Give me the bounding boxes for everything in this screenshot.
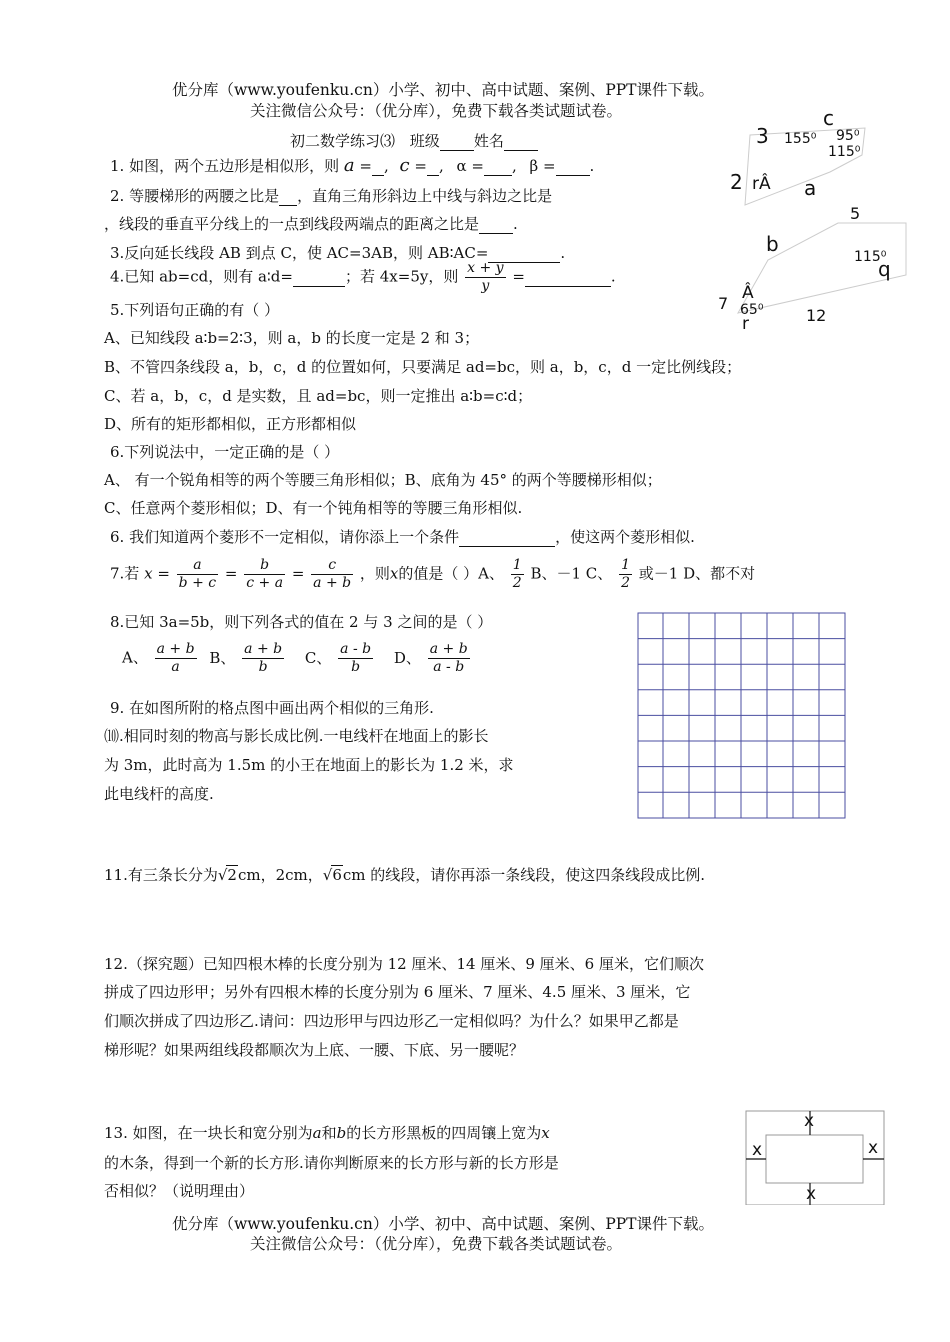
lattice-grid — [637, 612, 847, 820]
question-6a-options-cd: C、任意两个菱形相似；D、有一个钝角相等的等腰三角形相似. — [104, 499, 523, 517]
class-label: 班级 — [409, 132, 440, 150]
fig1-label-2: 2 — [730, 170, 743, 194]
q11-tail: cm 的线段，请你再添一条线段，使这四条线段成比例. — [342, 866, 706, 884]
q13-p2: 和 — [321, 1124, 337, 1142]
fig2-label-b: b — [766, 232, 779, 256]
name-label: 姓名 — [473, 132, 504, 150]
fig1-label-c: c — [823, 106, 834, 130]
q8-b-label: B、 — [209, 648, 236, 667]
q4-frac-num: x + y — [467, 260, 504, 276]
q7-frac-3 — [311, 557, 353, 592]
q13-x: x — [541, 1124, 550, 1142]
q4-frac-den: y — [481, 278, 490, 294]
q6b-text: 6. 我们知道两个菱形不一定相似，请你添上一个条件 — [110, 528, 460, 546]
q3-text: 3.反向延长线段 AB 到点 C，使 AC=3AB，则 AB∶AC= — [110, 244, 489, 262]
q8-d-frac — [428, 641, 470, 676]
q7-mid2: 的值是（ ）A、 — [398, 564, 504, 583]
question-2-line-2: ，线段的垂直平分线上的一点到线段两端点的距离之比是 . — [104, 215, 518, 233]
q1-c-var: c — [399, 155, 410, 176]
q8-a-num: a + b — [156, 641, 195, 657]
question-5-stem: 5.下列语句正确的有（ ） — [110, 301, 280, 319]
q7-x2: x — [389, 564, 399, 583]
fig1-label-a: a — [804, 176, 817, 200]
q13-p1: 13. 如图，在一块长和宽分别为 — [104, 1124, 313, 1142]
q1-a-var: a — [343, 155, 355, 176]
fig2-angle-115: 115⁰ — [854, 249, 887, 265]
q7-f1-num: a — [177, 557, 218, 575]
question-13-line-2: 的木条，得到一个新的长方形.请你判断原来的长方形与新的长方形是 — [104, 1154, 559, 1172]
q8-b-frac — [242, 641, 284, 676]
q7-prefix: 7.若 — [110, 564, 140, 583]
q7-half-num-2: 1 — [621, 557, 630, 573]
question-11 — [104, 864, 705, 885]
q7-frac-2 — [244, 557, 285, 592]
q8-d-den: a - b — [433, 659, 465, 675]
question-6b — [110, 526, 695, 547]
sqrt-6: √6 — [322, 866, 342, 884]
question-1: 1. 如图，两个五边形是相似形，则 a = , c = , α = , β = . — [110, 155, 595, 176]
q8-c-den: b — [351, 659, 361, 675]
title-text: 初二数学练习⑶ — [290, 132, 396, 150]
q8-b-num: a + b — [244, 641, 283, 657]
question-13-line-1 — [104, 1122, 550, 1143]
question-10-line-2: 为 3m，此时高为 1.5m 的小王在地面上的影长为 1.2 米，求 — [104, 756, 514, 774]
q13-a: a — [312, 1124, 322, 1142]
q8-a-den: a — [171, 659, 180, 675]
q7-f3-den: a + b — [313, 575, 352, 591]
footer-line-1: 优分库（www.youfenku.cn）小学、初中、高中试题、案例、PPT课件下载。 — [172, 1215, 715, 1233]
fig2-label-7: 7 — [718, 294, 729, 313]
question-5-option-a: A、已知线段 a∶b=2∶3，则 a，b 的长度一定是 2 和 3； — [104, 329, 480, 347]
q8-d-label: D、 — [393, 648, 421, 667]
q7-half-a — [511, 557, 524, 592]
question-7: 7.若 x = $\frac{a}{b + c}$ = $\frac{b}{c + a}$ = $\frac{c}{a + b}$ ，则x的值是（ ）A、 $\frac{1}{2}$ B、－1 C、 $\frac{1}{2}$ 或－1 D、都不对 — [110, 557, 756, 591]
q7-half-num: 1 — [512, 557, 522, 573]
q8-c-num: a - b — [340, 641, 372, 657]
fig1-label-3: 3 — [756, 124, 769, 148]
fig2-angle-65: 65⁰ — [740, 302, 764, 318]
question-4: 4.已知 ab=cd，则有 a∶d= ；若 4x=5y，则 $\frac{x + y}{y}$ = . — [110, 260, 616, 294]
q7-option-c2: 或－1 D、都不对 — [638, 564, 756, 583]
q1-beta: β = — [529, 157, 556, 175]
q11-mid: cm，2cm， — [237, 866, 323, 884]
worksheet-title — [290, 130, 538, 151]
question-9: 9. 在如图所附的格点图中画出两个相似的三角形. — [110, 699, 434, 717]
q4-eq: = — [512, 267, 525, 286]
question-8-stem: 8.已知 3a=5b，则下列各式的值在 2 与 3 之间的是（ ） — [110, 613, 493, 631]
fig3-x-top: x — [804, 1111, 815, 1131]
fig3-x-left: x — [752, 1140, 763, 1160]
q2-text-b: ，直角三角形斜边上中线与斜边之比是 — [297, 187, 553, 205]
q7-half-den: 2 — [512, 575, 522, 591]
q7-f2-den: c + a — [246, 575, 284, 591]
q4-fraction — [465, 260, 505, 295]
q11-r1: 2 — [227, 866, 237, 884]
fig3-x-right: x — [868, 1138, 879, 1158]
fig2-label-12: 12 — [806, 306, 827, 325]
question-6a-options-ab: A、 有一个锐角相等的两个等腰三角形相似；B、底角为 45° 的两个等腰梯形相似； — [104, 471, 662, 489]
fig2-label-5: 5 — [850, 204, 861, 223]
question-12-line-4: 梯形呢？如果两组线段都顺次为上底、一腰、下底、另一腰呢？ — [104, 1041, 525, 1059]
header-line-2: 关注微信公众号：（优分库），免费下载各类试题试卷。 — [250, 102, 623, 120]
q13-b: b — [336, 1124, 347, 1142]
q7-f1-den: b + c — [178, 575, 217, 591]
q7-mid: ，则 — [359, 564, 390, 583]
fig3-x-bottom: x — [806, 1184, 817, 1204]
question-10-line-1: ⑽.相同时刻的物高与影长成比例.一电线杆在地面上的影长 — [104, 727, 489, 745]
fig2-label-a: Â — [742, 283, 754, 303]
question-2-line-1 — [110, 185, 552, 206]
fig1-angle-155: 155⁰ — [784, 131, 817, 147]
q11-r2: 6 — [332, 866, 342, 884]
q2-text-c: ，线段的垂直平分线上的一点到线段两端点的距离之比是 — [104, 215, 480, 233]
question-6a-stem: 6.下列说法中，一定正确的是（ ） — [110, 443, 340, 461]
question-10-line-3: 此电线杆的高度. — [104, 785, 214, 803]
fig1-label-r: rÂ — [752, 174, 771, 194]
q8-c-frac — [338, 641, 373, 676]
q1-prefix: 1. 如图，两个五边形是相似形，则 — [110, 157, 340, 175]
q4-mid: ；若 4x=5y，则 — [344, 267, 459, 286]
fig2-label-r: r — [742, 314, 749, 334]
question-5-option-c: C、若 a，b，c，d 是实数，且 ad=bc，则一定推出 a∶b=c∶d； — [104, 387, 533, 405]
q4-prefix: 4.已知 ab=cd，则有 a∶d= — [110, 267, 293, 286]
q7-x: x — [144, 564, 153, 583]
q1-alpha: α = — [456, 157, 484, 175]
q8-a-label: A、 — [122, 648, 148, 667]
question-8-options — [122, 641, 472, 676]
q7-half-den-2: 2 — [621, 575, 630, 591]
q7-option-b: B、－1 C、 — [530, 564, 613, 583]
q7-half-c — [619, 557, 632, 592]
q8-b-den: b — [258, 659, 268, 675]
question-12-line-2: 拼成了四边形甲；另外有四根木棒的长度分别为 6 厘米、7 厘米、4.5 厘米、3 厘米，它 — [104, 983, 691, 1001]
q7-f3-num: c — [311, 557, 353, 575]
q13-p3: 的长方形黑板的四周镶上宽为 — [346, 1124, 542, 1142]
question-12-line-1: 12.（探究题）已知四根木棒的长度分别为 12 厘米、14 厘米、9 厘米、6 厘米，它们顺次 — [104, 955, 704, 973]
header-line-1: 优分库（www.youfenku.cn）小学、初中、高中试题、案例、PPT课件下载。 — [172, 81, 715, 99]
q8-a-frac — [155, 641, 197, 676]
fig1-angle-115: 115⁰ — [828, 144, 861, 160]
footer-line-2: 关注微信公众号：（优分库），免费下载各类试题试卷。 — [250, 1235, 623, 1253]
q8-c-label: C、 — [304, 648, 332, 667]
q7-frac-1 — [177, 557, 218, 592]
fig2-label-q: q — [878, 257, 891, 281]
q7-f2-num: b — [244, 557, 285, 575]
fig1-angle-95: 95⁰ — [836, 128, 860, 144]
question-12-line-3: 们顺次拼成了四边形乙.请问：四边形甲与四边形乙一定相似吗？为什么？如果甲乙都是 — [104, 1012, 679, 1030]
question-5-option-b: B、不管四条线段 a，b，c，d 的位置如何，只要满足 ad=bc，则 a，b，c，d 一定比例线段； — [104, 358, 742, 376]
question-5-option-d: D、所有的矩形都相似，正方形都相似 — [104, 415, 357, 433]
question-13-line-3: 否相似？（说明理由） — [104, 1182, 255, 1200]
q2-text-a: 2. 等腰梯形的两腰之比是 — [110, 187, 280, 205]
q11-prefix: 11.有三条长分为 — [104, 866, 218, 884]
q6b-tail: ，使这两个菱形相似. — [555, 528, 695, 546]
sqrt-2: √2 — [217, 866, 237, 884]
q8-d-num: a + b — [429, 641, 468, 657]
question-3: 3.反向延长线段 AB 到点 C，使 AC=3AB，则 AB∶AC= . — [110, 244, 566, 262]
